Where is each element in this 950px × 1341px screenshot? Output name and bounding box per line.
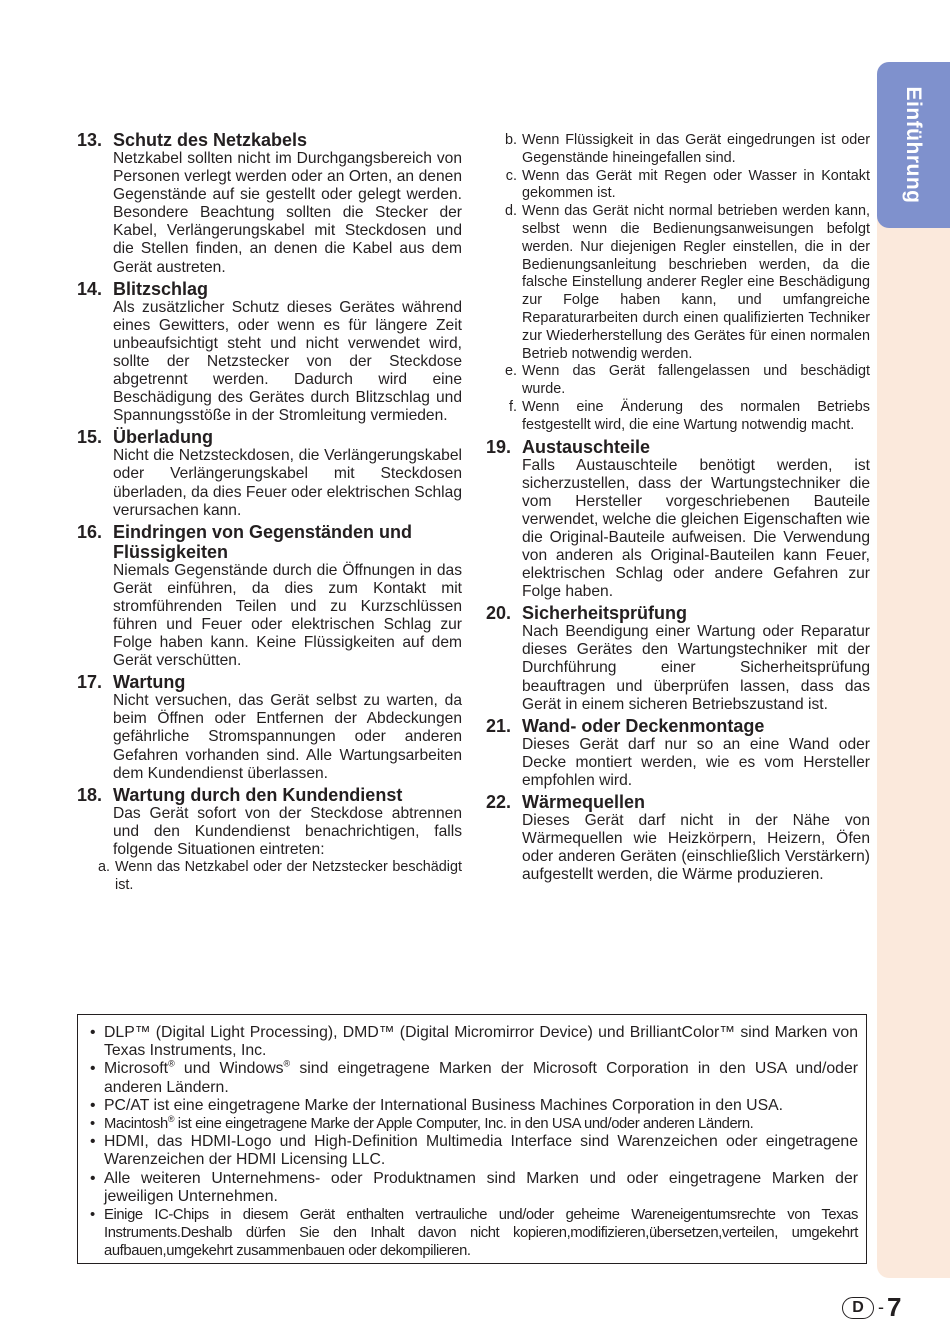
- item-title: Wartung: [113, 672, 186, 693]
- item-body: Als zusätzlicher Schutz dieses Gerätes während eines Gewitters, oder wenn es für längere Zeit unbeaufsichtigt steht und nicht verwendet wird, sollte der Netzstecker von der Steckdose abgetrennt werden. Dadurch wird eine Beschädigung des Gerätes durch Blitzschlag und Spannungsstöße in der Stromleitung vermieden.: [113, 298, 462, 425]
- sub-item: [500, 399, 870, 435]
- trademark-item: [90, 1133, 858, 1169]
- bullet-icon: •: [90, 1096, 96, 1114]
- bullet-icon: •: [90, 1116, 95, 1133]
- item-19: [486, 437, 870, 602]
- sub-item: [500, 168, 870, 204]
- item-21: [486, 716, 870, 790]
- item-number: 18.: [77, 784, 103, 805]
- sub-item-letter: a.: [97, 859, 110, 875]
- sub-item-text: Wenn Flüssigkeit in das Gerät eingedrungen ist oder Gegenstände hineingefallen sind.: [522, 132, 870, 166]
- sub-item-letter: e.: [504, 363, 517, 380]
- sub-item-text: Wenn das Gerät fallengelassen und beschädigt wurde.: [522, 363, 870, 398]
- item-14: [77, 279, 462, 426]
- item-15: [77, 427, 462, 519]
- item-18: [77, 785, 462, 895]
- item-title: Eindringen von Gegenständen und Flüssigkeiten: [113, 521, 413, 562]
- item-number: 21.: [486, 715, 512, 736]
- trademark-item: [90, 1097, 858, 1115]
- page-number: [842, 1292, 901, 1323]
- trademark-text: Macintosh® ist eine eingetragene Marke der Apple Computer, Inc. in den USA und/oder anderen Ländern.: [104, 1114, 754, 1133]
- bullet-icon: •: [90, 1169, 96, 1187]
- section-tab-label: Einführung: [902, 86, 925, 204]
- item-16: [77, 522, 462, 671]
- item-body: Nicht versuchen, das Gerät selbst zu warten, da beim Öffnen oder Entfernen der Abdeckungen gefährliche Stromspannungen oder anderen Gefahren vorhanden sind. Alle Wartungsarbeiten dem Kundendienst überlassen.: [113, 692, 462, 782]
- right-column: [486, 132, 870, 884]
- sub-item: [500, 363, 870, 399]
- trademark-item: [90, 1170, 858, 1206]
- item-body: Das Gerät sofort von der Steckdose abtrennen und den Kundendienst benachrichtigen, falls folgende Situationen eintreten:: [113, 804, 462, 858]
- item-22: [486, 792, 870, 884]
- trademark-item: [90, 1024, 858, 1060]
- sub-item: [500, 132, 870, 168]
- item-body: Falls Austauschteile benötigt werden, ist sicherzustellen, dass der Wartungstechniker die vom Hersteller vorgeschriebenen Bauteile verwendet, welche die gleichen Eigenschaften wie die Original-Bauteile aufweisen. Die Verwendung von anderen als Original-Bauteilen kann Feuer, elektrischen Schlag oder andere Gefahren zur Folge haben.: [522, 456, 870, 601]
- item-number: 14.: [77, 278, 103, 299]
- item-title: Überladung: [113, 427, 214, 448]
- item-body: Dieses Gerät darf nur so an eine Wand oder Decke montiert werden, wie es vom Hersteller empfohlen wird.: [522, 735, 870, 789]
- sub-item: [93, 859, 462, 895]
- item-number: 17.: [77, 672, 103, 693]
- item-title: Wand- oder Deckenmontage: [522, 715, 765, 736]
- bullet-icon: •: [90, 1024, 96, 1041]
- sub-item-letter: d.: [504, 203, 517, 220]
- item-title: Wartung durch den Kundendienst: [113, 784, 403, 805]
- left-column: [77, 130, 462, 895]
- sub-item-letter: c.: [505, 167, 517, 184]
- bullet-icon: •: [90, 1207, 95, 1224]
- trademark-notice-box: [77, 1014, 867, 1264]
- section-tab-strip: [877, 62, 950, 1278]
- item-body: Nicht die Netzsteckdosen, die Verlängerungskabel oder Verlängerungskabel mit Steckdosen überladen, da dies Feuer oder elektrischen Schlag verursachen kann.: [113, 447, 462, 519]
- item-title: Sicherheitsprüfung: [522, 603, 688, 624]
- sub-item: [500, 203, 870, 363]
- item-title: Austauschteile: [522, 436, 651, 457]
- language-badge-icon: D: [842, 1297, 874, 1319]
- item-body: Niemals Gegenstände durch die Öffnungen in das Gerät einführen, da dies zum Kontakt mit stromführenden Teilen und zu Kurzschlüssen führen und Feuer oder elektrischen Schlag zur Folge haben kann. Keine Flüssigkeiten auf dem Gerät verschütten.: [113, 561, 462, 670]
- item-number: 16.: [77, 521, 103, 542]
- trademark-text: Alle weiteren Unternehmens- oder Produktnamen sind Marken und oder eingetragene Marken der jeweiligen Unternehmen.: [104, 1169, 858, 1205]
- trademark-item: [90, 1060, 858, 1096]
- page-separator: -: [878, 1297, 884, 1317]
- item-title: Wärmequellen: [522, 792, 646, 813]
- sub-item-text: Wenn das Gerät nicht normal betrieben werden kann, selbst wenn die Bedienungsanweisungen befolgt werden. Nur diejenigen Regler einstellen, die in der Bedienungsanleitung beschrieben werden, da die falsche Einstellung anderer Regler eine Beschädigung zur Folge haben kann, und umfangreiche Reparaturarbeiten durch einen qualifizierten Techniker zur Wiederherstellung des Gerätes für einen normalen Betrieb notwendig werden.: [522, 203, 870, 362]
- trademark-text: Einige IC-Chips in diesem Gerät enthalten vertrauliche und/oder geheime Wareneigentumsrechte von Texas Instruments.Deshalb dürfen Sie den Inhalt davon nicht kopieren,modifizieren,übersetzen,verteilen, umgekehrt aufbauen,umgekehrt zusammenbauen oder dekompilieren.: [104, 1207, 858, 1260]
- item-20: [486, 603, 870, 713]
- item-17: [77, 672, 462, 782]
- item-13: [77, 130, 462, 277]
- trademark-text: HDMI, das HDMI-Logo und High-Definition Multimedia Interface sind Warenzeichen oder eingetragene Warenzeichen der HDMI Licensing LLC.: [104, 1133, 858, 1169]
- trademark-text: DLP™ (Digital Light Processing), DMD™ (Digital Micromirror Device) und BrilliantColor™ sind Marken von Texas Instruments, Inc.: [104, 1024, 858, 1060]
- sub-item-letter: b.: [504, 132, 517, 148]
- sub-item-letter: f.: [509, 398, 517, 415]
- item-number: 13.: [77, 130, 103, 150]
- trademark-item: [90, 1206, 858, 1261]
- trademark-text: Microsoft® und Windows® sind eingetragene Marken der Microsoft Corporation in den USA und/oder anderen Ländern.: [104, 1059, 859, 1096]
- trademark-text: PC/AT ist eine eingetragene Marke der International Business Machines Corporation in den USA.: [104, 1096, 784, 1114]
- item-body: Netzkabel sollten nicht im Durchgangsbereich von Personen verlegt werden oder an Orten, an denen Gegenstände auf sie gestellt oder gelegt werden. Besondere Beachtung sollten die Stecker der Kabel, Verlängerungskabel mit Steckdosen und die Stellen finden, an denen die Kabel aus dem Gerät austreten.: [113, 150, 462, 276]
- item-number: 19.: [486, 436, 512, 457]
- sub-item-text: Wenn das Gerät mit Regen oder Wasser in Kontakt gekommen ist.: [522, 167, 870, 202]
- sub-item-text: Wenn das Netzkabel oder der Netzstecker beschädigt ist.: [115, 859, 462, 893]
- bullet-icon: •: [90, 1060, 96, 1078]
- item-number: 20.: [486, 603, 512, 624]
- item-number: 22.: [486, 792, 512, 813]
- item-body: Dieses Gerät darf nicht in der Nähe von Wärmequellen wie Heizkörpern, Heizern, Öfen oder anderen Geräten (einschließlich Verstärkern) aufgestellt werden, die Wärme produzieren.: [522, 812, 870, 884]
- item-title: Blitzschlag: [113, 278, 209, 299]
- item-body: Nach Beendigung einer Wartung oder Reparatur dieses Gerätes den Wartungstechniker mit der Durchführung einer Sicherheitsprüfung beauftragen und überprüfen lassen, dass das Gerät in einem sicheren Betriebszustand ist.: [522, 623, 870, 713]
- sub-item-text: Wenn eine Änderung des normalen Betriebs festgestellt wird, die eine Wartung notwendig macht.: [522, 398, 870, 433]
- bullet-icon: •: [90, 1133, 96, 1151]
- item-number: 15.: [77, 427, 103, 448]
- trademark-item: [90, 1115, 858, 1133]
- item-title: Schutz des Netzkabels: [113, 130, 308, 150]
- trademark-list: [90, 1024, 858, 1261]
- page-number-value: 7: [887, 1292, 902, 1322]
